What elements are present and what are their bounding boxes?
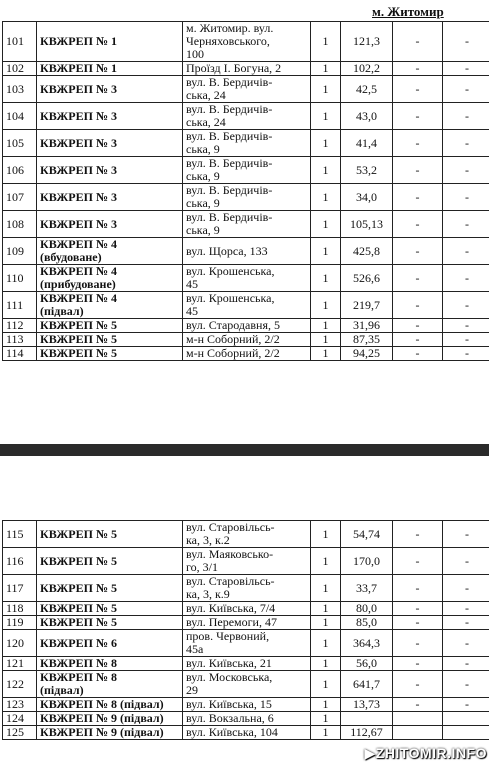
row-count: 1 <box>311 521 341 548</box>
row-count: 1 <box>311 616 341 630</box>
row-col6: - <box>393 548 443 575</box>
row-col7: - <box>443 319 489 333</box>
row-number: 118 <box>3 602 37 616</box>
row-col7: - <box>443 698 489 712</box>
row-area: 43,0 <box>341 103 393 130</box>
row-address: вул. Вокзальна, 6 <box>183 712 311 726</box>
row-address: м-н Соборний, 2/2 <box>183 347 311 361</box>
row-area: 121,3 <box>341 22 393 62</box>
row-col6: - <box>393 238 443 265</box>
table-row <box>3 319 489 333</box>
row-col6: - <box>393 602 443 616</box>
row-number: 123 <box>3 698 37 712</box>
row-col6: - <box>393 521 443 548</box>
row-area: 53,2 <box>341 157 393 184</box>
row-col6: - <box>393 657 443 671</box>
row-col7: - <box>443 103 489 130</box>
row-col6 <box>393 726 443 740</box>
row-col6: - <box>393 265 443 292</box>
row-col7: - <box>443 602 489 616</box>
table-row <box>3 211 489 238</box>
row-number: 109 <box>3 238 37 265</box>
row-organization: КВЖРЕП № 5 <box>37 521 183 548</box>
row-number: 120 <box>3 630 37 657</box>
row-count: 1 <box>311 238 341 265</box>
row-area: 102,2 <box>341 62 393 76</box>
row-area: 105,13 <box>341 211 393 238</box>
row-organization: КВЖРЕП № 3 <box>37 103 183 130</box>
row-address: вул. Київська, 104 <box>183 726 311 740</box>
row-address: м. Житомир. вул. Черняховського, 100 <box>183 22 311 62</box>
row-count: 1 <box>311 333 341 347</box>
row-address: вул. В. Бердичів- ська, 9 <box>183 211 311 238</box>
row-area: 34,0 <box>341 184 393 211</box>
row-col6: - <box>393 630 443 657</box>
row-count: 1 <box>311 103 341 130</box>
table-row <box>3 62 489 76</box>
row-col7: - <box>443 521 489 548</box>
row-col7: - <box>443 130 489 157</box>
table-row <box>3 292 489 319</box>
row-number: 124 <box>3 712 37 726</box>
row-address: вул. Маяковсько- го, 3/1 <box>183 548 311 575</box>
table-row <box>3 671 489 698</box>
row-area: 425,8 <box>341 238 393 265</box>
property-table-top <box>2 21 489 361</box>
row-address: вул. Крошенська, 45 <box>183 292 311 319</box>
table-row <box>3 630 489 657</box>
row-col7: - <box>443 22 489 62</box>
row-col7: - <box>443 630 489 657</box>
row-count: 1 <box>311 548 341 575</box>
row-area: 54,74 <box>341 521 393 548</box>
row-organization: КВЖРЕП № 3 <box>37 130 183 157</box>
page-divider <box>0 444 489 456</box>
row-address: вул. В. Бердичів- ська, 9 <box>183 157 311 184</box>
row-organization: КВЖРЕП № 4 (вбудоване) <box>37 238 183 265</box>
row-number: 107 <box>3 184 37 211</box>
table-row <box>3 184 489 211</box>
row-col6: - <box>393 22 443 62</box>
row-address: вул. Стародавня, 5 <box>183 319 311 333</box>
row-count: 1 <box>311 184 341 211</box>
row-col7: - <box>443 265 489 292</box>
city-header: м. Житомир <box>372 4 444 19</box>
row-col7: - <box>443 211 489 238</box>
table-row <box>3 602 489 616</box>
row-col7: - <box>443 616 489 630</box>
row-address: Проїзд І. Богуна, 2 <box>183 62 311 76</box>
table-row <box>3 347 489 361</box>
row-area: 13,73 <box>341 698 393 712</box>
document-page-bottom <box>0 520 489 768</box>
row-organization: КВЖРЕП № 3 <box>37 184 183 211</box>
row-number: 113 <box>3 333 37 347</box>
row-address: вул. В. Бердичів- ська, 9 <box>183 184 311 211</box>
table-row <box>3 76 489 103</box>
row-area: 219,7 <box>341 292 393 319</box>
row-organization: КВЖРЕП № 4 (прибудоване) <box>37 265 183 292</box>
row-count: 1 <box>311 657 341 671</box>
row-number: 111 <box>3 292 37 319</box>
row-number: 125 <box>3 726 37 740</box>
row-col7: - <box>443 347 489 361</box>
row-address: пров. Червоний, 45а <box>183 630 311 657</box>
row-number: 114 <box>3 347 37 361</box>
row-address: вул. Московська, 29 <box>183 671 311 698</box>
row-area: 94,25 <box>341 347 393 361</box>
row-address: вул. Перемоги, 47 <box>183 616 311 630</box>
row-organization: КВЖРЕП № 5 <box>37 575 183 602</box>
row-number: 115 <box>3 521 37 548</box>
row-area: 87,35 <box>341 333 393 347</box>
table-row <box>3 698 489 712</box>
row-count: 1 <box>311 698 341 712</box>
row-address: вул. Старовільсь- ка, 3, к.9 <box>183 575 311 602</box>
row-count: 1 <box>311 575 341 602</box>
row-organization: КВЖРЕП № 5 <box>37 333 183 347</box>
row-organization: КВЖРЕП № 3 <box>37 211 183 238</box>
row-col6: - <box>393 616 443 630</box>
row-count: 1 <box>311 726 341 740</box>
row-organization: КВЖРЕП № 5 <box>37 548 183 575</box>
row-number: 103 <box>3 76 37 103</box>
row-organization: КВЖРЕП № 8 (підвал) <box>37 671 183 698</box>
row-address: вул. Київська, 15 <box>183 698 311 712</box>
row-col6: - <box>393 333 443 347</box>
row-count: 1 <box>311 712 341 726</box>
row-col7: - <box>443 238 489 265</box>
row-col6 <box>393 712 443 726</box>
row-area: 170,0 <box>341 548 393 575</box>
row-col7: - <box>443 292 489 319</box>
row-col6: - <box>393 575 443 602</box>
table-row <box>3 521 489 548</box>
row-address: вул. Щорса, 133 <box>183 238 311 265</box>
table-row <box>3 130 489 157</box>
row-organization: КВЖРЕП № 4 (підвал) <box>37 292 183 319</box>
row-address: вул. Київська, 7/4 <box>183 602 311 616</box>
table-row <box>3 726 489 740</box>
row-col6: - <box>393 671 443 698</box>
row-address: вул. Крошенська, 45 <box>183 265 311 292</box>
table-row <box>3 575 489 602</box>
row-count: 1 <box>311 630 341 657</box>
row-col6: - <box>393 211 443 238</box>
row-address: вул. Київська, 21 <box>183 657 311 671</box>
row-col7: - <box>443 62 489 76</box>
row-number: 101 <box>3 22 37 62</box>
row-number: 106 <box>3 157 37 184</box>
row-col7: - <box>443 548 489 575</box>
row-col6: - <box>393 76 443 103</box>
row-area <box>341 712 393 726</box>
row-count: 1 <box>311 319 341 333</box>
row-col6: - <box>393 157 443 184</box>
row-area: 112,67 <box>341 726 393 740</box>
table-row <box>3 712 489 726</box>
row-count: 1 <box>311 157 341 184</box>
row-address: вул. В. Бердичів- ська, 24 <box>183 103 311 130</box>
row-area: 33,7 <box>341 575 393 602</box>
table-row <box>3 657 489 671</box>
row-organization: КВЖРЕП № 6 <box>37 630 183 657</box>
row-area: 364,3 <box>341 630 393 657</box>
row-number: 108 <box>3 211 37 238</box>
row-address: вул. Старовільсь- ка, 3, к.2 <box>183 521 311 548</box>
row-col7: - <box>443 76 489 103</box>
row-number: 116 <box>3 548 37 575</box>
row-number: 112 <box>3 319 37 333</box>
row-organization: КВЖРЕП № 8 <box>37 657 183 671</box>
row-number: 104 <box>3 103 37 130</box>
property-table-bottom <box>2 520 489 740</box>
row-area: 31,96 <box>341 319 393 333</box>
row-col7: - <box>443 333 489 347</box>
row-col7: - <box>443 657 489 671</box>
row-organization: КВЖРЕП № 9 (підвал) <box>37 712 183 726</box>
row-number: 110 <box>3 265 37 292</box>
row-number: 119 <box>3 616 37 630</box>
row-organization: КВЖРЕП № 9 (підвал) <box>37 726 183 740</box>
row-address: м-н Соборний, 2/2 <box>183 333 311 347</box>
row-organization: КВЖРЕП № 1 <box>37 22 183 62</box>
row-count: 1 <box>311 671 341 698</box>
row-area: 42,5 <box>341 76 393 103</box>
row-organization: КВЖРЕП № 8 (підвал) <box>37 698 183 712</box>
row-count: 1 <box>311 76 341 103</box>
row-organization: КВЖРЕП № 5 <box>37 616 183 630</box>
row-col7 <box>443 712 489 726</box>
row-col6: - <box>393 130 443 157</box>
row-organization: КВЖРЕП № 3 <box>37 76 183 103</box>
row-organization: КВЖРЕП № 5 <box>37 602 183 616</box>
row-number: 117 <box>3 575 37 602</box>
row-col7: - <box>443 184 489 211</box>
row-number: 102 <box>3 62 37 76</box>
row-address: вул. В. Бердичів- ська, 24 <box>183 76 311 103</box>
row-col7 <box>443 726 489 740</box>
row-col6: - <box>393 103 443 130</box>
row-area: 526,6 <box>341 265 393 292</box>
row-area: 641,7 <box>341 671 393 698</box>
row-count: 1 <box>311 211 341 238</box>
row-count: 1 <box>311 292 341 319</box>
row-area: 41,4 <box>341 130 393 157</box>
row-count: 1 <box>311 347 341 361</box>
row-count: 1 <box>311 265 341 292</box>
row-number: 105 <box>3 130 37 157</box>
row-number: 121 <box>3 657 37 671</box>
table-row <box>3 103 489 130</box>
row-col7: - <box>443 157 489 184</box>
row-col7: - <box>443 671 489 698</box>
row-count: 1 <box>311 22 341 62</box>
site-watermark: ▶ZHITOMIR.INFO <box>364 745 487 761</box>
row-organization: КВЖРЕП № 1 <box>37 62 183 76</box>
row-col6: - <box>393 62 443 76</box>
row-area: 85,0 <box>341 616 393 630</box>
table-row <box>3 616 489 630</box>
table-row <box>3 238 489 265</box>
row-col7: - <box>443 575 489 602</box>
row-area: 80,0 <box>341 602 393 616</box>
table-row <box>3 157 489 184</box>
table-row <box>3 548 489 575</box>
row-organization: КВЖРЕП № 5 <box>37 319 183 333</box>
row-address: вул. В. Бердичів- ська, 9 <box>183 130 311 157</box>
row-number: 122 <box>3 671 37 698</box>
row-count: 1 <box>311 62 341 76</box>
row-col6: - <box>393 319 443 333</box>
row-col6: - <box>393 698 443 712</box>
row-count: 1 <box>311 130 341 157</box>
table-row <box>3 333 489 347</box>
row-count: 1 <box>311 602 341 616</box>
table-row <box>3 22 489 62</box>
row-col6: - <box>393 347 443 361</box>
row-organization: КВЖРЕП № 3 <box>37 157 183 184</box>
row-area: 56,0 <box>341 657 393 671</box>
table-row <box>3 265 489 292</box>
row-organization: КВЖРЕП № 5 <box>37 347 183 361</box>
row-col6: - <box>393 292 443 319</box>
row-col6: - <box>393 184 443 211</box>
